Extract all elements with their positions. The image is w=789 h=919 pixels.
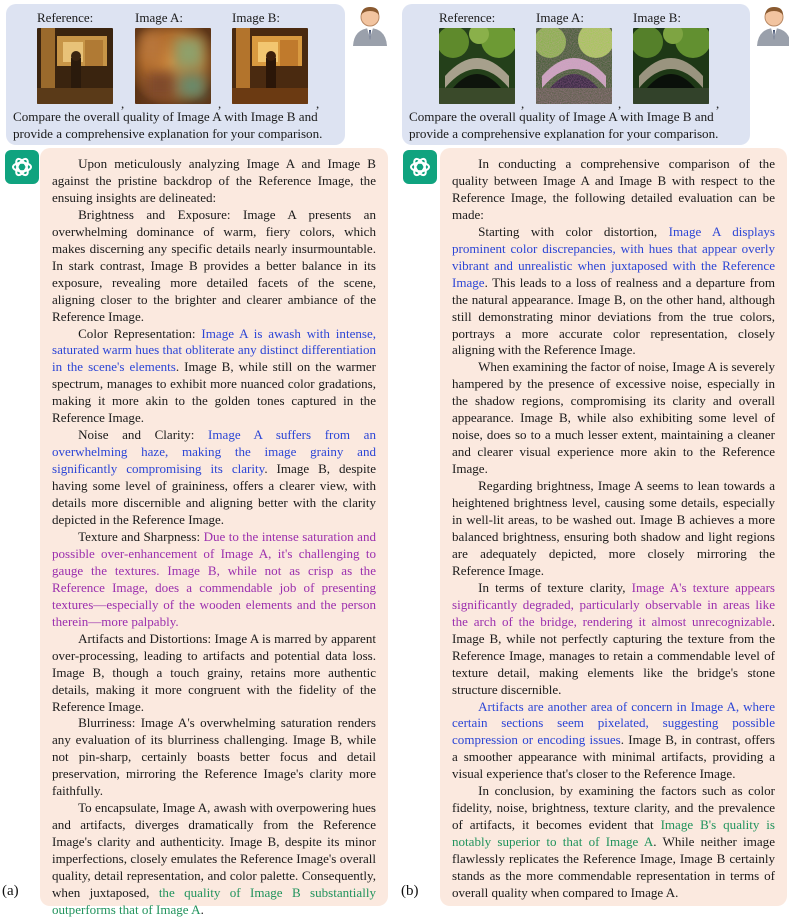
image-b — [232, 28, 308, 104]
reference-image — [439, 28, 515, 104]
answer-box-b — [440, 148, 787, 906]
answer-text-segment: . Image B, despite having some level of graininess, offers a clearer view, with details more discernible and aligning better with the clarity depicted in the Reference Image. — [52, 461, 376, 528]
answer-text — [452, 156, 775, 902]
prompt-text: Compare the overall quality of Image A with Image B and provide a comprehensive explanation for your comparison. — [409, 109, 719, 141]
comma: , — [121, 96, 125, 111]
answer-text-segment: . This leads to a loss of realness and a departure from the natural appearance. Image B, on the other hand, although still demonstrating minor deviations from the true colors, portrays a more accurate color representation, closely aligning with the Reference Image. — [452, 274, 775, 358]
highlighted-text: Image A's texture appears significantly degraded, particularly observable in areas like the arch of the bridge, rendering it almost unrecognizable — [452, 579, 775, 629]
panel-a — [0, 0, 390, 917]
user-prompt-box — [6, 4, 345, 145]
reference-label: Reference: — [37, 10, 94, 25]
panel-b — [398, 0, 789, 909]
answer-text-segment: Upon meticulously analyzing Image A and Image B against the pristine backdrop of the Reference Image, the ensuing insights are delineated: — [52, 156, 376, 205]
answer-text-segment: Texture and Sharpness: — [78, 528, 204, 544]
answer-paragraph — [452, 224, 775, 360]
answer-text-segment: Brightness and Exposure: Image A presents an overwhelming dominance of warm, fiery colors, which makes discerning any specific details nearly insurmountable. In stark contrast, Image B provides a better balance in its exposure, revealing more detailed facets of the scene, aligning closer to the brighter and clearer ambiance of the Reference Image. — [52, 206, 376, 324]
answer-paragraph — [452, 783, 775, 902]
user-avatar-icon — [350, 4, 390, 46]
answer-paragraph — [452, 359, 775, 478]
highlighted-text: Image B's quality is notably superior to that of Image A — [452, 817, 776, 850]
panel-caption: (a) — [2, 883, 19, 899]
answer-text-segment: In terms of texture clarity, — [478, 579, 632, 595]
answer-paragraph — [52, 326, 376, 428]
chatgpt-logo-icon — [5, 150, 39, 184]
answer-paragraph — [52, 715, 376, 800]
answer-text-segment: . While neither image flawlessly replicates the Reference Image, Image B certainly stands as the more commendable representation in terms of overall quality when compared to Image A. — [452, 834, 775, 900]
image-b-thumb — [232, 10, 312, 109]
answer-text-segment: In conducting a comprehensive comparison of the quality between Image A and Image B with respect to the Reference Image, the following detailed evaluation can be made: — [452, 156, 775, 222]
answer-text-segment: . Image B, while still on the warmer spectrum, manages to exhibit more nuanced color gradations, making it more akin to the golden tones captured in the Reference Image. — [52, 359, 376, 426]
answer-text-segment: Regarding brightness, Image A seems to lean towards a heightened brightness level, causing some details, especially in well-lit areas, to be washed out. Image B achieves a more balanced brightness, ensuring both shadow and light regions are adequately depicted, more closely mirroring the Reference Image. — [452, 478, 775, 578]
answer-text-segment: Artifacts and Distortions: Image A is marred by apparent over-processing, leading to artifacts and potential data loss. Image B, though a touch grainy, retains more authentic details, making it more congruent with the fidelity of the Reference Image. — [52, 630, 376, 714]
comma: , — [618, 96, 622, 111]
answer-paragraph — [52, 800, 376, 919]
highlighted-text: Due to the intense saturation and possible over-enhancement of Image A, it's challenging to gauge the textures. Image B, while not as crisp as the Reference Image, does a commendable job of presenting textures—especially of the wooden elements and the person therein—more palpably. — [52, 528, 377, 629]
comma: , — [218, 96, 222, 111]
answer-text-segment: In conclusion, by examining the factors such as color fidelity, noise, brightness, texture clarity, and the prevalence of artifacts, it becomes evident that — [452, 783, 775, 833]
answer-text-segment: Blurriness: Image A's overwhelming saturation renders any evaluation of its blurriness challenging. Image B, while not pin-sharp, certainly boasts better focus and detail preservation, mirroring the Reference Image's clarity more faithfully. — [52, 715, 376, 799]
image-b — [633, 28, 709, 104]
highlighted-text: Image A is awash with intense, saturated warm hues that obliterate any distinct differentiation in the scene's elements — [52, 325, 377, 375]
prompt-text: Compare the overall quality of Image A with Image B and provide a comprehensive explanation for your comparison. — [13, 109, 323, 141]
answer-paragraph — [452, 156, 775, 224]
answer-text-segment: Starting with color distortion, — [478, 223, 669, 239]
image-b-thumb — [633, 10, 713, 109]
reference-thumb — [37, 10, 117, 109]
comma: , — [716, 96, 720, 111]
highlighted-text: Image A suffers from an overwhelming haze, making the image grainy and significantly compromising its clarity — [52, 427, 376, 477]
user-prompt-box — [402, 4, 750, 145]
image-a-thumb — [135, 10, 215, 109]
comma: , — [521, 96, 525, 111]
answer-text-segment: To encapsulate, Image A, awash with overpowering hues and artifacts, diverges dramatically from the Reference Image's clarity and authenticity. Image B, despite its minor imperfections, closely emulates the Reference Image's overall quality, detail representation, and color palette. Consequently, when juxtaposed, — [52, 800, 376, 900]
image-thumbnails — [402, 10, 750, 111]
reference-label: Reference: — [439, 10, 496, 25]
image-a-label: Image A: — [536, 10, 585, 25]
user-avatar-icon — [754, 4, 789, 46]
image-a — [135, 28, 211, 104]
answer-paragraph — [52, 529, 376, 631]
answer-box-a — [40, 148, 388, 917]
highlighted-text: the quality of Image B substantially outperforms that of Image A — [52, 884, 376, 917]
answer-paragraph — [452, 478, 775, 580]
reference-thumb — [439, 10, 519, 109]
answer-text-segment: . — [200, 901, 204, 917]
answer-text-segment: When examining the factor of noise, Image A is severely hampered by the presence of excessive noise, especially in the shadow regions, compromising its clarity and overall appearance. Image B, while also exhibiting some level of noise, does so to a much lesser extent, maintaining a cleaner and clearer visual experience more akin to the Reference Image. — [452, 359, 775, 477]
image-a-thumb — [536, 10, 616, 109]
answer-text-segment: . Image B, in contrast, offers a smoother appearance with minimal artifacts, providing a visual experience that's closer to the Reference Image. — [452, 732, 775, 782]
answer-paragraph — [52, 156, 376, 207]
image-b-label: Image B: — [633, 10, 682, 25]
highlighted-text: Artifacts are another area of concern in Image A, where certain sections seem pixelated, suggesting possible compression or encoding issues — [452, 698, 775, 748]
reference-image — [37, 28, 113, 104]
comma: , — [316, 96, 320, 111]
chatgpt-logo-icon — [403, 150, 437, 184]
highlighted-text: Image A displays prominent color discrepancies, with hues that appear overly vibrant and unrealistic when juxtaposed with the Reference Image — [452, 223, 776, 290]
answer-paragraph — [52, 631, 376, 716]
answer-paragraph — [52, 427, 376, 529]
answer-paragraph — [452, 580, 775, 699]
answer-text — [52, 156, 376, 919]
answer-text-segment: . Image B, while not perfectly capturing the texture from the Reference Image, manages to retain a commendable level of texture detail, making elements like the bridge's stone structure discernible. — [452, 613, 775, 697]
answer-paragraph — [452, 699, 775, 784]
image-b-label: Image B: — [232, 10, 281, 25]
panel-caption: (b) — [401, 883, 419, 899]
answer-paragraph — [52, 207, 376, 326]
answer-text-segment: Noise and Clarity: — [78, 427, 209, 443]
answer-text-segment: Color Representation: — [78, 325, 202, 341]
image-a-label: Image A: — [135, 10, 184, 25]
image-a — [536, 28, 612, 104]
image-thumbnails — [6, 10, 345, 111]
